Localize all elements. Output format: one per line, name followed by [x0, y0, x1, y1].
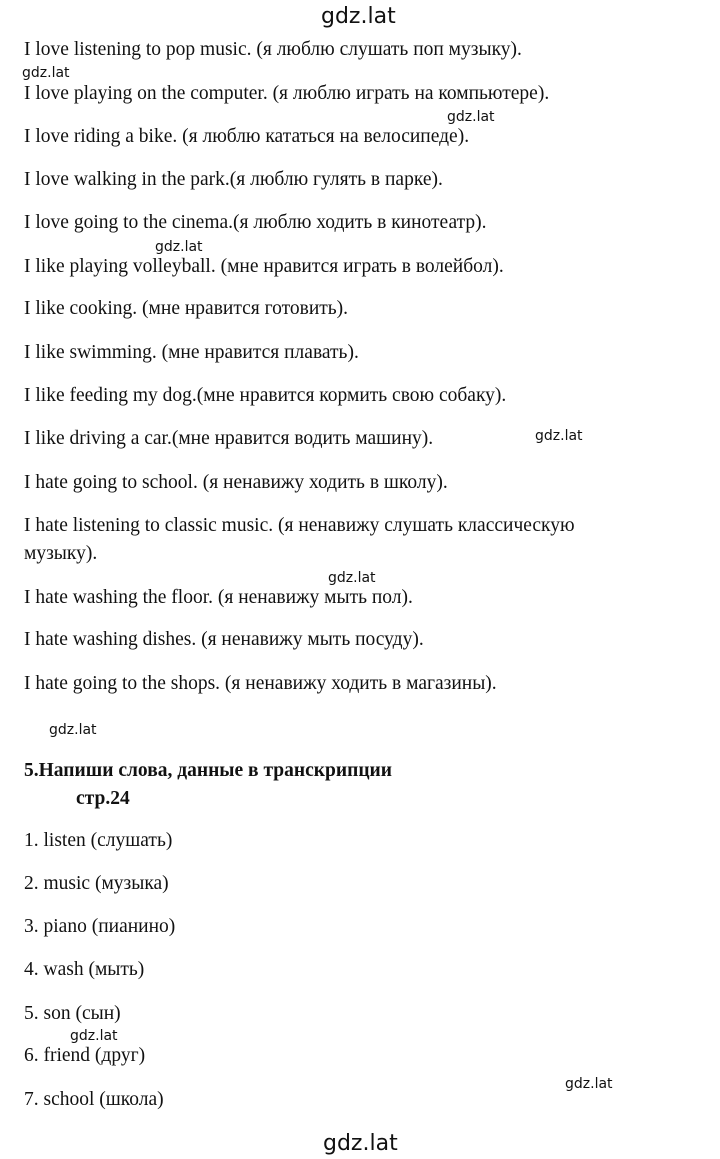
watermark: gdz.lat	[328, 570, 376, 586]
watermark: gdz.lat	[22, 65, 70, 81]
sentence-line: I hate washing the floor. (я ненавижу мыть пол).	[24, 587, 413, 608]
sentence-line: I love walking in the park.(я люблю гулять в парке).	[24, 169, 443, 190]
sentence-line: I love going to the cinema.(я люблю ходить в кинотеатр).	[24, 212, 487, 233]
word-item: 6. friend (друг)	[24, 1045, 146, 1066]
sentence-line: I like swimming. (мне нравится плавать).	[24, 342, 359, 363]
sentence-line: I love listening to pop music. (я люблю слушать поп музыку).	[24, 39, 522, 60]
watermark-bottom: gdz.lat	[323, 1131, 398, 1156]
sentence-line: I hate washing dishes. (я ненавижу мыть посуду).	[24, 629, 424, 650]
sentence-line: I like driving a car.(мне нравится водить машину).	[24, 428, 434, 449]
word-item: 1. listen (слушать)	[24, 830, 173, 851]
sentence-line: I hate listening to classic music. (я ненавижу слушать классическую	[24, 515, 575, 536]
word-item: 5. son (сын)	[24, 1003, 121, 1024]
sentence-line: музыку).	[24, 543, 98, 564]
task-heading: 5.Напиши слова, данные в транскрипции	[24, 760, 393, 781]
word-item: 4. wash (мыть)	[24, 959, 145, 980]
sentence-line: I love riding a bike. (я люблю кататься на велосипеде).	[24, 126, 470, 147]
word-item: 3. piano (пианино)	[24, 916, 176, 937]
watermark: gdz.lat	[565, 1076, 613, 1092]
word-item: 7. school (школа)	[24, 1089, 164, 1110]
sentence-line: I hate going to school. (я ненавижу ходить в школу).	[24, 472, 448, 493]
watermark: gdz.lat	[447, 109, 495, 125]
watermark: gdz.lat	[155, 239, 203, 255]
sentence-line: I like cooking. (мне нравится готовить).	[24, 298, 349, 319]
sentence-line: I love playing on the computer. (я люблю играть на компьютере).	[24, 83, 550, 104]
watermark: gdz.lat	[535, 428, 583, 444]
watermark: gdz.lat	[49, 722, 97, 738]
word-item: 2. music (музыка)	[24, 873, 169, 894]
watermark-top: gdz.lat	[321, 4, 396, 29]
sentence-line: I like feeding my dog.(мне нравится кормить свою собаку).	[24, 385, 507, 406]
sentence-line: I like playing volleyball. (мне нравится играть в волейбол).	[24, 256, 504, 277]
sentence-line: I hate going to the shops. (я ненавижу ходить в магазины).	[24, 673, 497, 694]
watermark: gdz.lat	[70, 1028, 118, 1044]
task-page-ref: стр.24	[76, 788, 130, 809]
